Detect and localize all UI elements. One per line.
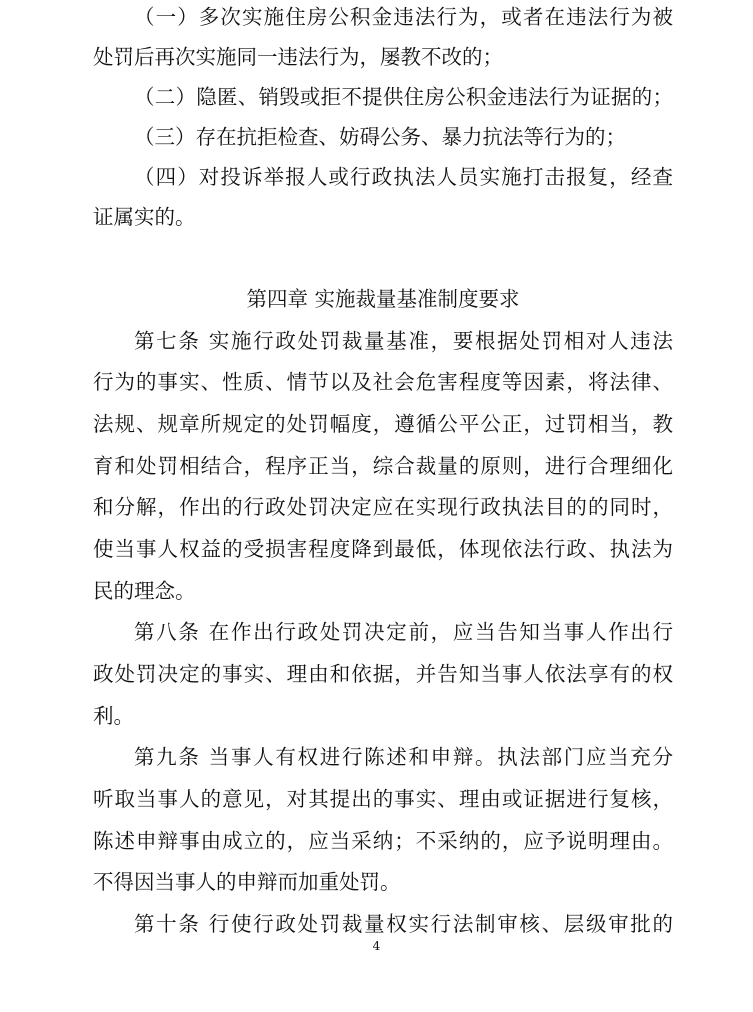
article-9-line-2: 听取当事人的意见，对其提出的事实、理由或证据进行复核， (93, 787, 673, 811)
item-4-line-2: 证属实的。 (93, 205, 196, 229)
article-7-line-7: 民的理念。 (93, 579, 196, 603)
page-number: 4 (372, 939, 381, 953)
item-3-line-1: （三）存在抗拒检查、妨碍公务、暴力抗法等行为的； (134, 125, 626, 149)
article-7-line-3: 法规、规章所规定的处罚幅度，遵循公平公正，过罚相当，教 (93, 412, 673, 436)
article-7-line-2: 行为的事实、性质、情节以及社会危害程度等因素，将法律、 (93, 370, 673, 394)
article-8-line-2: 政处罚决定的事实、理由和依据，并告知当事人依法享有的权 (93, 662, 673, 686)
article-9-line-1: 第九条 当事人有权进行陈述和申辩。执法部门应当充分 (134, 745, 673, 769)
article-9-line-4: 不得因当事人的申辩而加重处罚。 (93, 870, 401, 894)
article-9-line-3: 陈述申辩事由成立的，应当采纳；不采纳的，应予说明理由。 (93, 829, 673, 853)
item-2-line-1: （二）隐匿、销毁或拒不提供住房公积金违法行为证据的； (134, 85, 673, 109)
item-1-line-1: （一）多次实施住房公积金违法行为，或者在违法行为被 (134, 5, 673, 29)
article-8-line-1: 第八条 在作出行政处罚决定前，应当告知当事人作出行 (134, 620, 673, 644)
item-1-line-2: 处罚后再次实施同一违法行为，屡教不改的； (93, 45, 503, 69)
article-8-line-3: 利。 (93, 704, 134, 728)
article-7-line-6: 使当事人权益的受损害程度降到最低，体现依法行政、执法为 (93, 537, 673, 561)
article-10-line-1: 第十条 行使行政处罚裁量权实行法制审核、层级审批的 (134, 912, 673, 936)
article-7-line-4: 育和处罚相结合，程序正当，综合裁量的原则，进行合理细化 (93, 454, 673, 478)
item-4-line-1: （四）对投诉举报人或行政执法人员实施打击报复，经查 (134, 165, 673, 189)
article-7-line-1: 第七条 实施行政处罚裁量基准，要根据处罚相对人违法 (134, 329, 673, 353)
article-7-line-5: 和分解，作出的行政处罚决定应在实现行政执法目的的同时， (93, 495, 673, 519)
chapter-heading: 第四章 实施裁量基准制度要求 (246, 287, 520, 311)
